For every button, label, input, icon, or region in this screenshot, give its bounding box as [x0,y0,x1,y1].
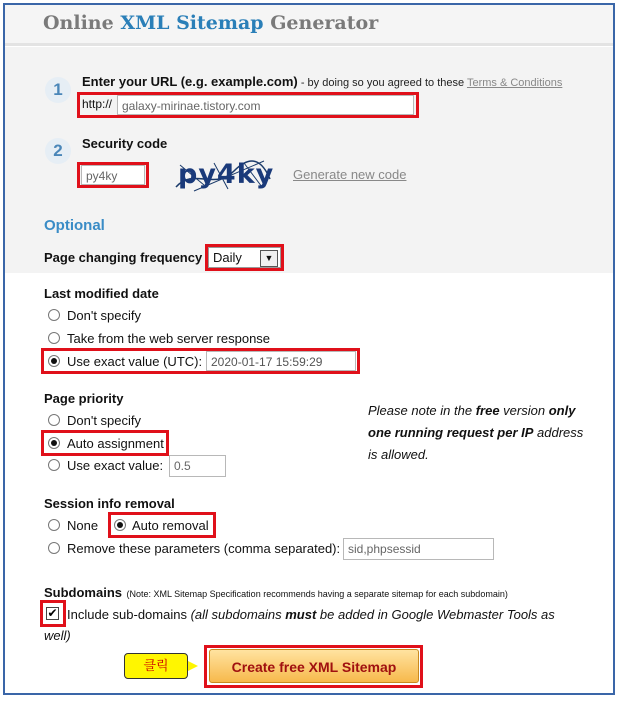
note-line-2 [368,422,583,444]
note-free: free [475,403,500,418]
title-part-2: XML Sitemap [120,12,264,34]
session-params-input[interactable]: sid,phpsessid [343,538,494,560]
page-title [43,12,378,34]
frequency-selected-value: Daily [213,250,242,265]
priority-exact-input[interactable]: 0.5 [169,455,226,477]
note-a: Please note in the [368,403,476,418]
session-remove-radio[interactable] [48,542,60,554]
priority-auto-radio[interactable] [48,437,60,449]
last-modified-label: Last modified date [44,286,159,301]
frequency-select[interactable] [208,247,281,268]
lastmod-dont-specify-label: Don't specify [67,308,142,323]
title-part-1: Online [43,12,121,34]
include-c: be added in Google Webmaster Tools as [316,607,555,622]
session-none-radio[interactable] [48,519,60,531]
optional-heading: Optional [44,217,105,234]
note-e: is allowed. [368,447,429,462]
title-part-3: Generator [263,12,379,34]
include-b: (all subdomains [190,607,286,622]
note-d: address [533,425,584,440]
frequency-label: Page changing frequency [44,250,203,265]
captcha-text: py4ky [178,159,275,190]
security-code-input[interactable]: py4ky [81,165,145,185]
step-1-heading [82,73,562,91]
priority-dont-specify-label: Don't specify [67,413,142,428]
lastmod-exact-radio[interactable] [48,355,60,367]
note-line-1 [368,400,583,422]
subdomains-label: Subdomains [44,585,123,600]
terms-link[interactable]: Terms & Conditions [466,77,563,89]
step-1-badge: 1 [45,77,71,103]
include-subdomains-label [67,607,555,622]
include-subdomains-label-cont: well) [44,628,71,643]
note-c: one running request per IP [368,425,534,440]
lastmod-exact-label: Use exact value (UTC): [67,354,203,369]
lastmod-server-response-label: Take from the web server response [67,331,271,346]
lastmod-dont-specify-radio[interactable] [48,309,60,321]
url-input[interactable]: galaxy-mirinae.tistory.com [117,95,414,115]
url-label: Enter your URL (e.g. example.com) [82,74,298,89]
note-b: version [499,403,549,418]
priority-exact-radio[interactable] [48,459,60,471]
lastmod-exact-input[interactable]: 2020-01-17 15:59:29 [206,351,356,371]
include-must: must [285,607,317,622]
priority-auto-label: Auto assignment [67,436,164,451]
captcha-image [174,157,275,193]
session-none-label: None [67,518,99,533]
session-label: Session info removal [44,496,175,511]
lastmod-server-response-radio[interactable] [48,332,60,344]
security-code-label: Security code [82,136,168,151]
include-a: Include sub-domains [67,607,191,622]
chevron-down-icon[interactable]: ▼ [260,250,278,267]
priority-dont-specify-radio[interactable] [48,414,60,426]
create-sitemap-button[interactable]: Create free XML Sitemap [209,649,419,683]
session-remove-label: Remove these parameters (comma separated): [67,541,341,556]
subdomains-note: (Note: XML Sitemap Specification recommends having a separate sitemap for each subdomain) [126,589,508,599]
terms-note: - by doing so you agreed to these [297,77,467,89]
generate-new-code-link[interactable]: Generate new code [293,167,407,182]
subdomains-heading [44,584,508,602]
header-bar [5,5,613,46]
url-prefix: http:// [82,97,113,111]
priority-label: Page priority [44,391,124,406]
session-auto-radio[interactable] [114,519,126,531]
priority-exact-label: Use exact value: [67,458,164,473]
session-auto-label: Auto removal [132,518,209,533]
click-callout: 클릭 [124,653,188,679]
note-only: only [548,403,576,418]
free-version-note [368,400,583,466]
include-subdomains-checkbox[interactable]: ✔ [47,606,58,620]
step-2-badge: 2 [45,138,71,164]
